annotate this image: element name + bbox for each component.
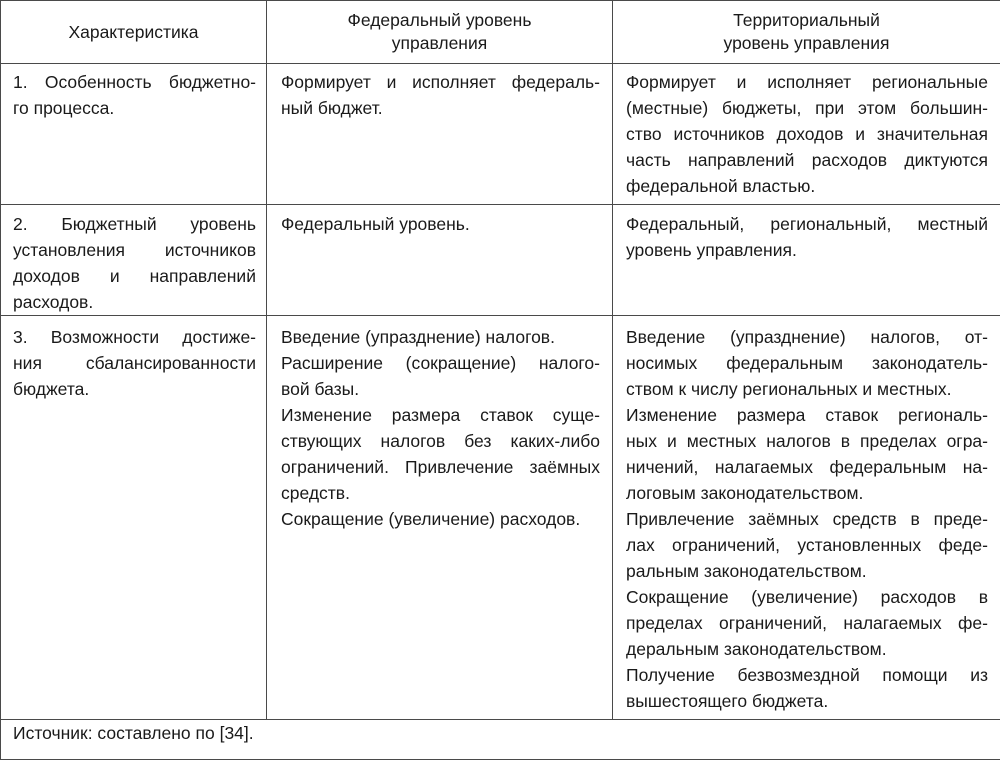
header-characteristic-text: Характеристика: [68, 21, 199, 42]
cell-text: [1, 316, 266, 402]
cell-text: [267, 316, 612, 532]
text-line: Федеральный, региональный, местный: [626, 214, 988, 234]
text-line: ничений, налагаемых федеральным на-: [626, 457, 988, 477]
text-line: ствующих налогов без каких-либо: [281, 431, 600, 451]
text-line: ство источников доходов и значительная: [626, 124, 988, 144]
table-row: [1, 64, 1000, 205]
header-territorial-line: уровень управления: [723, 33, 890, 53]
text-line: ных и местных налогов в пределах огра-: [626, 431, 988, 451]
text-line: го процесса.: [13, 98, 115, 118]
text-line: доходов и направлений: [13, 266, 256, 286]
text-line: вышестоящего бюджета.: [626, 691, 829, 711]
cell-text: [267, 205, 612, 237]
text-line: Получение безвозмездной помощи из: [626, 665, 988, 685]
text-line: ограничений. Привлечение заёмных: [281, 457, 600, 477]
text-line: лах ограничений, установленных феде-: [626, 535, 988, 555]
text-line: 1. Особенность бюджетно-: [13, 72, 256, 92]
text-line: 3. Возможности достиже-: [13, 327, 256, 347]
cell-text: [267, 64, 612, 121]
text-line: бюджета.: [13, 379, 90, 399]
text-line: деральным законодательством.: [626, 639, 887, 659]
cell-text: [613, 64, 1000, 199]
text-line: средств.: [281, 483, 350, 503]
header-federal-line: Федеральный уровень: [347, 10, 532, 30]
text-line: уровень управления.: [626, 240, 797, 260]
cell-text: [613, 316, 1000, 714]
text-line: Введение (упразднение) налогов, от-: [626, 327, 988, 347]
text-line: носимых федеральным законодатель-: [626, 353, 988, 373]
text-line: 2. Бюджетный уровень: [13, 214, 256, 234]
cell-text: [1, 205, 266, 315]
row3-federal: [267, 316, 613, 720]
text-line: ния сбалансированности: [13, 353, 256, 373]
row2-characteristic: [1, 205, 267, 316]
text-line: логовым законодательством.: [626, 483, 864, 503]
text-line: Сокращение (увеличение) расходов.: [281, 509, 581, 529]
row2-federal: [267, 205, 613, 316]
text-line: ральным законодательством.: [626, 561, 867, 581]
row3-territorial: [613, 316, 1000, 720]
text-line: ством к числу региональных и местных.: [626, 379, 952, 399]
text-line: Формирует и исполняет региональные: [626, 72, 988, 92]
text-line: ный бюджет.: [281, 98, 383, 118]
source-row: [1, 720, 1000, 760]
cell-text: [613, 205, 1000, 263]
row2-territorial: [613, 205, 1000, 316]
text-line: часть направлений расходов диктуются: [626, 150, 988, 170]
header-territorial-line: Территориальный: [733, 10, 880, 30]
header-characteristic: [1, 1, 267, 64]
row1-federal: [267, 64, 613, 205]
text-line: Введение (упразднение) налогов.: [281, 327, 555, 347]
text-line: Изменение размера ставок региональ-: [626, 405, 988, 425]
text-line: Федеральный уровень.: [281, 214, 470, 234]
text-line: Сокращение (увеличение) расходов в: [626, 587, 988, 607]
text-line: Привлечение заёмных средств в преде-: [626, 509, 988, 529]
header-federal-line: управления: [391, 33, 488, 53]
text-line: расходов.: [13, 292, 94, 312]
source-note: Источник: составлено по [34].: [13, 723, 254, 743]
row1-characteristic: [1, 64, 267, 205]
row1-territorial: [613, 64, 1000, 205]
text-line: Изменение размера ставок суще-: [281, 405, 600, 425]
text-line: федеральной властью.: [626, 176, 816, 196]
text-line: вой базы.: [281, 379, 360, 399]
row3-characteristic: [1, 316, 267, 720]
text-line: Формирует и исполняет федераль-: [281, 72, 600, 92]
source-cell: [1, 720, 1000, 760]
cell-text: [1, 64, 266, 121]
text-line: (местные) бюджеты, при этом большин-: [626, 98, 988, 118]
text-line: установления источников: [13, 240, 256, 260]
table-row: [1, 316, 1000, 720]
text-line: пределах ограничений, налагаемых фе-: [626, 613, 988, 633]
header-federal: [267, 1, 613, 64]
header-row: [1, 1, 1000, 64]
table-row: [1, 205, 1000, 316]
text-line: Расширение (сокращение) налого-: [281, 353, 600, 373]
header-territorial: [613, 1, 1000, 64]
